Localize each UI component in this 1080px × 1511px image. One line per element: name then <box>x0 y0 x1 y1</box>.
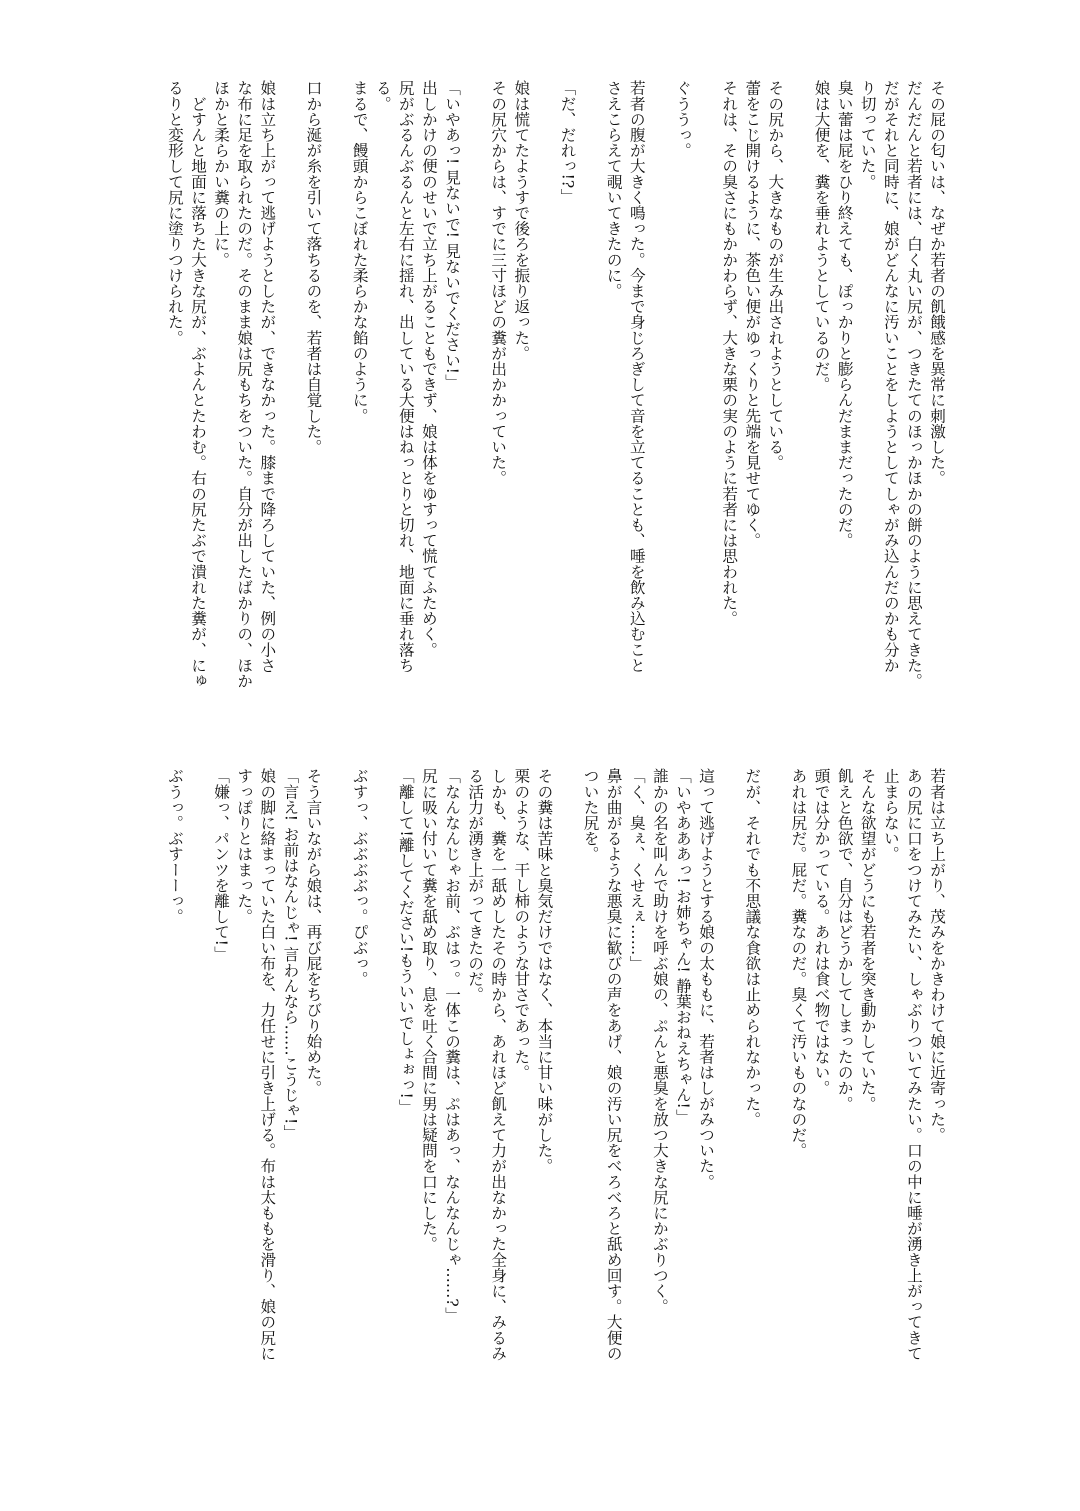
text-line <box>186 768 209 1408</box>
text-line: ついた尻を。 <box>581 768 600 862</box>
text-line: 頭では分かっている。あれは食べ物ではない。 <box>812 768 831 1096</box>
text-line <box>717 768 740 1408</box>
text-line: さえこらえて覗いてきたのに。 <box>604 80 623 299</box>
text-line: どすんと地面に落ちた大きな尻が、ぶよんとたわむ。右の尻たぶで潰れた糞が、にゅ <box>189 80 207 689</box>
text-line: すっぽりとはまった。 <box>235 768 254 924</box>
text-line: それは、その臭さにもかかわらず、大きな栗の実のように若者には思われた。 <box>720 80 739 626</box>
text-line <box>694 80 717 720</box>
text-line: その糞は苦味と臭気だけではなく、本当に甘い味がした。 <box>535 768 554 1174</box>
text-line: 尻に吸い付いて糞を舐め取り、息を吐く合間に男は疑問を口にした。 <box>419 768 438 1252</box>
text-line: 若者の腹が大きく鳴った。今まで身じろぎして音を立てることも、唾を飲み込むこと <box>627 80 646 673</box>
text-line: 「なんなんじゃお前、ぶはっ。一体この糞は、ぷはあっ、なんなんじゃ……?」 <box>443 768 462 1323</box>
text-line <box>579 80 602 720</box>
text-line: しかも、糞を一舐めしたその時から、あれほど飢えて力が出なかった全身に、みるみ <box>489 768 508 1361</box>
text-line: 娘は立ち上がって逃げようとしたが、できなかった。膝まで降ろしていた、例の小さ <box>258 80 277 673</box>
text-line <box>463 80 486 720</box>
text-line: 飢えと色欲で、自分はどうかしてしまったのか。 <box>835 768 854 1112</box>
text-line: ぶすっ、ぶぶぶぶっ。ぴぶっ。 <box>350 768 369 987</box>
text-line: ぐううっ。 <box>673 80 692 158</box>
text-line: 「離して!離してください!もういいでしょぉっ!」 <box>396 768 415 1115</box>
text-line: その尻穴からは、すでに三寸ほどの糞が出かかっていた。 <box>489 80 508 486</box>
text-line: 「く、臭ぇ、くせえぇ……」 <box>627 768 646 971</box>
text-line: る。 <box>373 80 392 112</box>
text-line: あの尻に口をつけてみたい、しゃぶりついてみたい。口の中に唾が湧き上がってきて <box>904 768 923 1361</box>
text-line: 娘は大便を、糞を垂れようとしているのだ。 <box>812 80 831 392</box>
text-line <box>324 768 347 1408</box>
text-line: そう言いながら娘は、再び屁をちびり始めた。 <box>304 768 323 1096</box>
text-line <box>763 768 786 1408</box>
text-line: 「言え! お前はなんじゃ! 言わんなら……こうじゃ!」 <box>281 768 300 1140</box>
text-line: 口から涎が糸を引いて落ちるのを、若者は自覚した。 <box>304 80 323 455</box>
text-line: だがそれと同時に、娘がどんなに汚いことをしようとしてしゃがみ込んだのかも分か <box>881 80 900 673</box>
text-line: 「いやあああっ! お姉ちゃん! 静葉おねえちゃん!」 <box>673 768 692 1125</box>
text-line: 娘は慌てたようすで後ろを振り返った。 <box>512 80 531 361</box>
text-line: 鼻が曲がるような悪臭に歓びの声をあげ、娘の汚い尻をべろべろと舐め回す。大便の <box>604 768 623 1361</box>
text-line: 這って逃げようとする娘の太ももに、若者はしがみついた。 <box>697 768 716 1190</box>
text-line <box>648 80 671 720</box>
text-line: 「いやあっ! 見ないで! 見ないでください!」 <box>443 80 462 390</box>
text-line: まるで、饅頭からこぼれた柔らかな餡のように。 <box>350 80 369 424</box>
text-line: 止まらない。 <box>881 768 900 862</box>
text-block-bottom <box>158 768 948 1408</box>
text-line: 誰かの名を叫んで助けを呼ぶ娘の、ぷんと悪臭を放つ大きな尻にかぶりつく。 <box>650 768 669 1314</box>
text-line: その屁の匂いは、なぜか若者の飢餓感を異常に刺激した。 <box>928 80 946 486</box>
text-line <box>555 768 578 1408</box>
text-line: 蕾をこじ開けるように、茶色い便がゆっくりと先端を見せてゆく。 <box>743 80 762 548</box>
text-line: ほかと柔らかい糞の上に。 <box>212 80 231 268</box>
text-line: り切っていた。 <box>858 80 877 190</box>
text-line: 臭い蕾は屁をひり終えても、ぽっかりと膨らんだままだったのだ。 <box>835 80 854 548</box>
text-line: あれは尻だ。屁だ。糞なのだ。臭くて汚いものなのだ。 <box>789 768 808 1158</box>
text-line <box>371 768 394 1408</box>
text-line: 出しかけの便のせいで立ち上がることもできず、娘は体をゆすって慌てふためく。 <box>419 80 438 658</box>
text-line: る活力が湧き上がってきたのだ。 <box>466 768 485 1002</box>
text-line: その尻から、大きなものが生み出されようとしている。 <box>766 80 785 470</box>
text-line: 娘の脚に絡まっていた白い布を、力任せに引き上げる。布は太ももを滑り、娘の尻に <box>258 768 277 1361</box>
text-line: 栗のような、干し柿のような甘さであった。 <box>512 768 531 1080</box>
text-line <box>532 80 555 720</box>
text-line: 「嫌っ、パンツを離して!」 <box>212 768 231 962</box>
text-line <box>278 80 301 720</box>
text-line: 「だ、だれっ!?」 <box>558 80 577 204</box>
text-line: な布に足を取られたのだ。そのまま娘は尻もちをついた。自分が出したばかりの、ほか <box>235 80 254 689</box>
text-line: 尻がぶるんぶるんと左右に揺れ、出している大便はねっとりと切れ、地面に垂れ落ち <box>396 80 415 673</box>
text-line <box>786 80 809 720</box>
text-line: そんな欲望がどうにも若者を突き動かしていた。 <box>858 768 877 1112</box>
text-block-top <box>158 80 948 720</box>
text-line: だんだんと若者には、白く丸い尻が、つきたてのほっかほかの餅のように思えてきた。 <box>904 80 923 689</box>
text-line: だが、それでも不思議な食欲は止められなかった。 <box>743 768 762 1127</box>
text-line: 若者は立ち上がり、茂みをかきわけて娘に近寄った。 <box>928 768 946 1143</box>
text-line: るりと変形して尻に塗りつけられた。 <box>165 80 184 346</box>
text-line: ぶうっ。ぶすーーっ。 <box>165 768 184 924</box>
text-line <box>324 80 347 720</box>
